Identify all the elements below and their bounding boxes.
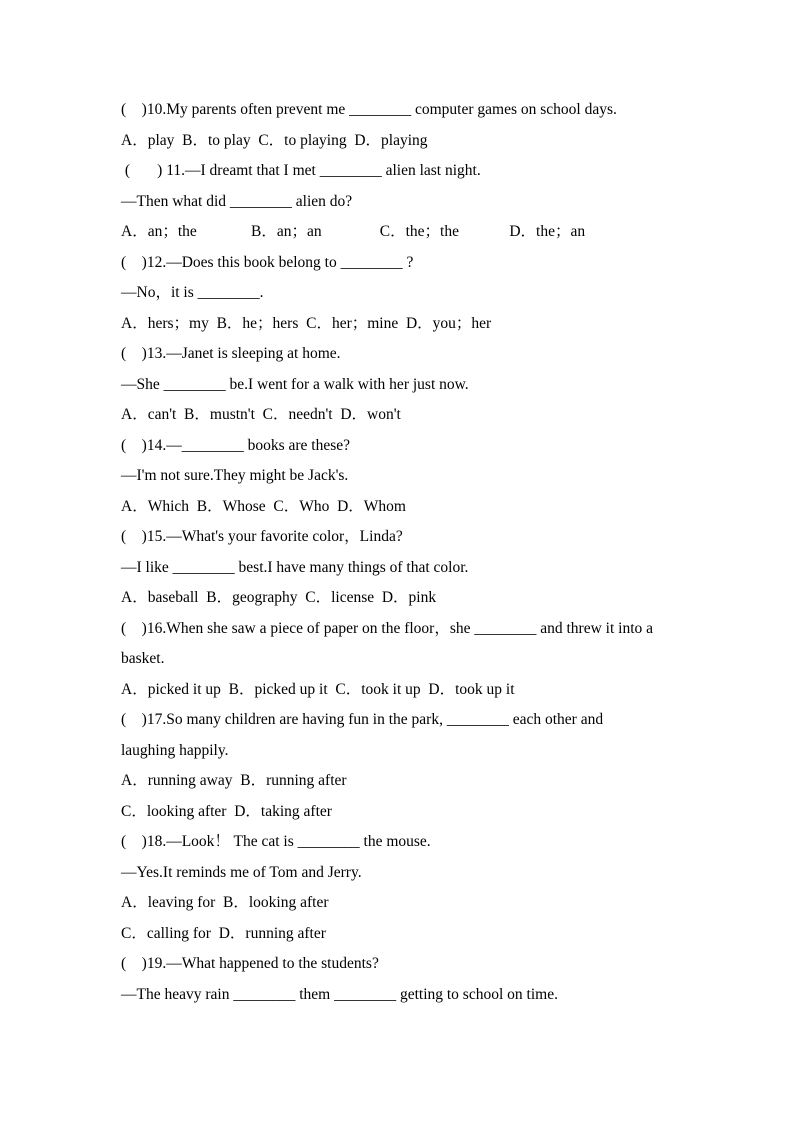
q14-options: A．Which B．Whose C．Who D．Whom [121,497,406,515]
q18-options-ab: A．leaving for B．looking after [121,894,329,911]
question-lines [121,95,691,1010]
q19-reply: —The heavy rain ________ them ________ getting to school on time. [121,985,558,1003]
q13-stem: ( )13.—Janet is sleeping at home. [121,345,341,362]
q19-stem: ( )19.—What happened to the students? [121,955,379,972]
q11-stem: ( ) 11.—I dreamt that I met ________ alien last night. [121,162,481,179]
q11-reply: —Then what did ________ alien do? [121,192,353,210]
q18-stem: ( )18.—Look！ The cat is ________ the mouse. [121,833,431,850]
q10-options: A．play B．to play C．to playing D．playing [121,131,428,149]
q15-reply: —I like ________ best.I have many things of that color. [121,558,469,576]
q14-stem: ( )14.—________ books are these? [121,436,351,454]
q15-stem: ( )15.—What's your favorite color，Linda? [121,528,403,545]
q10-stem: ( )10.My parents often prevent me ________ computer games on school days. [121,101,617,118]
q16-stem-continued: basket. [121,650,165,667]
q17-stem-continued: laughing happily. [121,741,229,759]
q18-options-cd: C．calling for D．running after [121,924,326,942]
q12-options: A．hers；my B．he；hers C．her；mine D．you；her [121,314,492,332]
q15-options: A．baseball B．geography C．license D．pink [121,589,437,606]
q17-options-cd: C．looking after D．taking after [121,802,332,820]
q14-reply: —I'm not sure.They might be Jack's. [121,467,349,484]
q13-options: A．can't B．mustn't C．needn't D．won't [121,406,401,423]
q16-stem: ( )16.When she saw a piece of paper on the floor，she ________ and threw it into a [121,619,654,637]
q13-reply: —She ________ be.I went for a walk with her just now. [121,375,469,393]
q18-reply: —Yes.It reminds me of Tom and Jerry. [121,863,362,881]
q17-stem: ( )17.So many children are having fun in the park, ________ each other and [121,711,604,728]
q12-stem: ( )12.—Does this book belong to ________ ? [121,253,414,271]
q17-options-ab: A．running away B．running after [121,772,347,789]
q12-reply: —No，it is ________. [121,284,264,301]
q16-options: A．picked it up B．picked up it C．took it up D．took up it [121,680,515,698]
q11-options: A．an；the B．an；an C．the；the D．the；an [121,223,586,240]
